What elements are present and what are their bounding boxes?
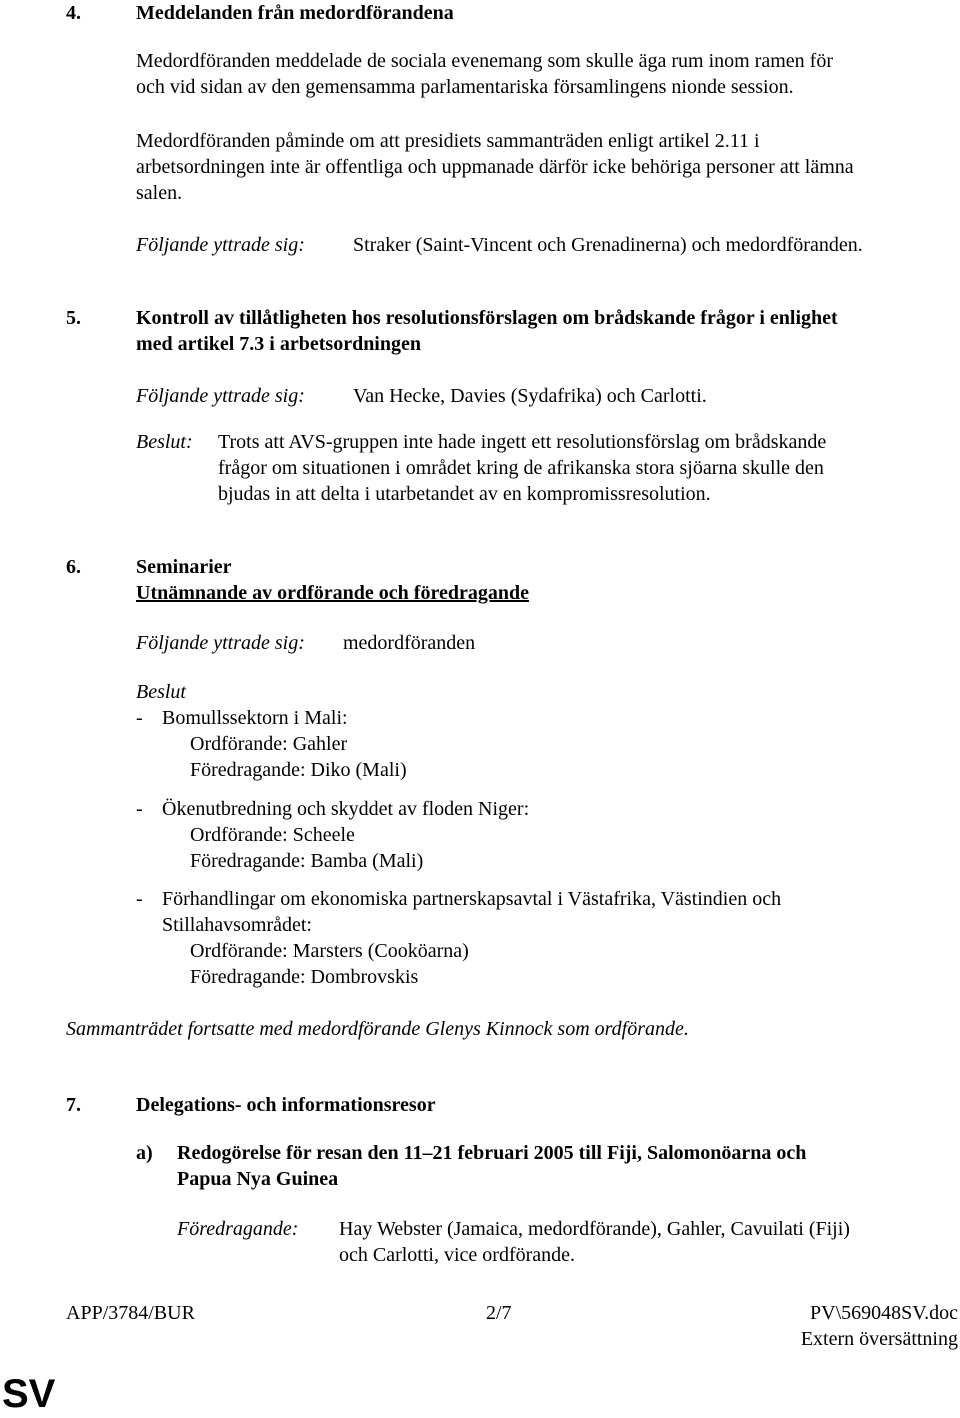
section-4-speakers: Straker (Saint-Vincent och Grenadinerna) och medordföranden. [353,234,863,256]
footer-file-name: PV\569048SV.doc [810,1302,958,1324]
section-4-paragraph-1-line-1: Medordföranden meddelade de sociala evenemang som skulle äga rum inom ramen för [136,50,833,72]
list-item-title-line-2: Stillahavsområdet: [162,914,312,936]
section-5-speakers-label: Följande yttrade sig: [136,385,305,407]
section-6-speakers: medordföranden [343,632,476,654]
section-4-paragraph-2-line-2: arbetsordningen inte är offentliga och uppmanade därför icke behöriga personer att lämna [136,156,854,178]
section-7a-rapporteur-label: Föredragande: [177,1218,299,1240]
list-item-title-line-1: Förhandlingar om ekonomiska partnerskapsavtal i Västafrika, Västindien och [162,888,782,910]
list-item-dash: - [136,888,143,910]
section-5-decision-line-1: Trots att AVS-gruppen inte hade ingett ett resolutionsförslag om brådskande [218,431,827,453]
list-item-chair: Ordförande: Scheele [190,824,355,846]
section-5-decision-label: Beslut: [136,431,193,453]
section-7a-rapporteur-line-1: Hay Webster (Jamaica, medordförande), Gahler, Cavuilati (Fiji) [339,1218,850,1240]
footer-page-number: 2/7 [486,1302,512,1324]
section-7a-title-line-2: Papua Nya Guinea [177,1168,339,1190]
section-5-decision-line-3: bjudas in att delta i utarbetandet av en kompromissresolution. [218,483,711,505]
list-item-title: Bomullssektorn i Mali: [162,707,348,729]
list-item-rapporteur: Föredragande: Bamba (Mali) [190,850,424,872]
list-item-rapporteur: Föredragande: Diko (Mali) [190,759,407,781]
section-6-title: Seminarier [136,556,232,578]
language-code: SV [2,1372,56,1416]
session-note: Sammanträdet fortsatte med medordförande Glenys Kinnock som ordförande. [66,1018,689,1040]
list-item-chair: Ordförande: Marsters (Cooköarna) [190,940,469,962]
section-7a-rapporteur-line-2: och Carlotti, vice ordförande. [339,1244,576,1266]
list-item-title: Ökenutbredning och skyddet av floden Niger: [162,798,530,820]
section-6-subtitle: Utnämnande av ordförande och föredragande [136,582,529,604]
list-item-rapporteur: Föredragande: Dombrovskis [190,966,419,988]
section-5-number: 5. [66,307,81,329]
footer-reference: APP/3784/BUR [66,1302,195,1324]
section-7a-number: a) [136,1142,153,1164]
section-7-title: Delegations- och informationsresor [136,1094,436,1116]
list-item-chair: Ordförande: Gahler [190,733,348,755]
section-4-paragraph-1-line-2: och vid sidan av den gemensamma parlamentariska församlingens nionde session. [136,76,794,98]
section-6-decision-label: Beslut [136,681,186,703]
section-4-speakers-label: Följande yttrade sig: [136,234,305,256]
section-5-speakers: Van Hecke, Davies (Sydafrika) och Carlotti. [353,385,707,407]
list-item-dash: - [136,707,143,729]
footer-translation-note: Extern översättning [800,1328,958,1350]
section-6-speakers-label: Följande yttrade sig: [136,632,305,654]
section-4-title: Meddelanden från medordförandena [136,2,454,24]
section-7a-title-line-1: Redogörelse för resan den 11–21 februari 2005 till Fiji, Salomonöarna och [177,1142,807,1164]
section-7-number: 7. [66,1094,81,1116]
section-4-number: 4. [66,2,81,24]
section-4-paragraph-2-line-1: Medordföranden påminde om att presidiets sammanträden enligt artikel 2.11 i [136,130,760,152]
section-5-title-line-1: Kontroll av tillåtligheten hos resolutionsförslagen om brådskande frågor i enlighet [136,307,838,329]
list-item-dash: - [136,798,143,820]
section-4-paragraph-2-line-3: salen. [136,182,183,204]
section-5-decision-line-2: frågor om situationen i området kring de afrikanska stora sjöarna skulle den [218,457,824,479]
section-5-title-line-2: med artikel 7.3 i arbetsordningen [136,333,421,355]
section-6-number: 6. [66,556,81,578]
